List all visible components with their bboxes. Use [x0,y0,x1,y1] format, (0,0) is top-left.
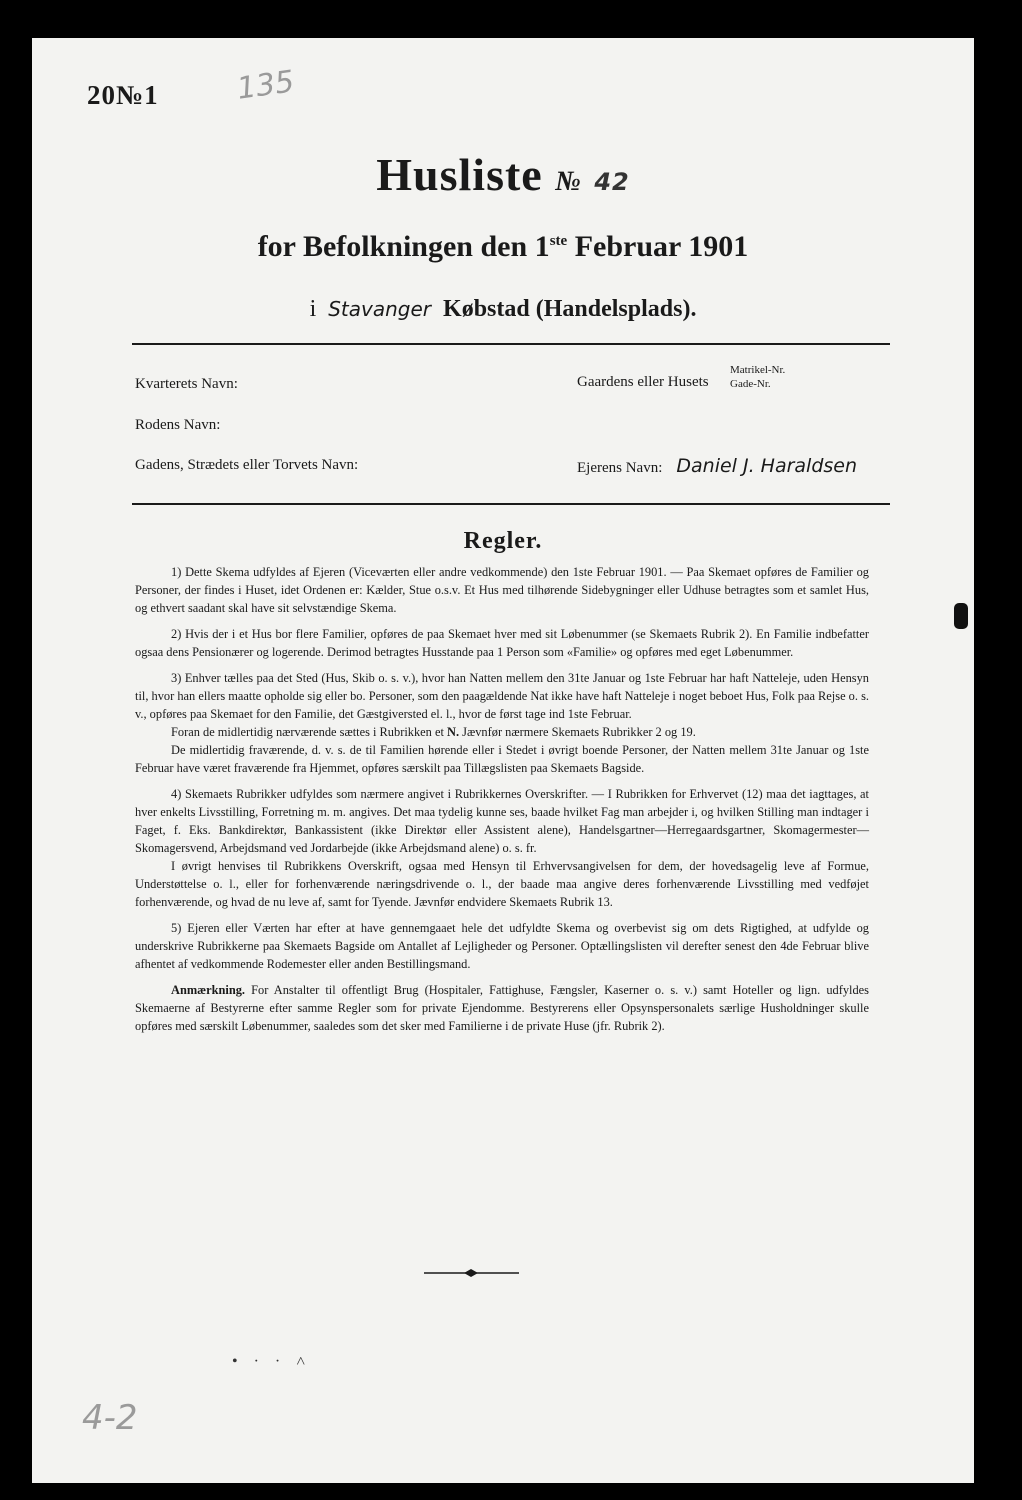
rule-4: 4) Skemaets Rubrikker udfyldes som nærmere angivet i Rubrikkernes Overskrifter. — I Rubrikken for Erhvervet (12) maa det iagttages, at hver enkelts Livsstilling, Forretning m. m. angives. Det maa tydelig kunne ses, baade hvilket Fag man arbejder i, og hvilken Stilling man indtager i Faget, f. Eks. Bankdirektør, Bankassistent (ikke Direktør eller Assistent alene), Handelsgartner—Herregaardsgartner, Skomagermester—Skomagersvend, Arbejdsmand ved Jordarbejde (ikke Arbejdsmand alene) o. s. fr. [135,787,869,855]
rules-body [135,563,869,1043]
gaard-number-brace [730,363,785,391]
roden-label: Rodens Navn: [135,417,221,433]
gaard-label: Gaardens eller Husets [577,374,709,390]
kvarter-label: Kvarterets Navn: [135,376,238,392]
rule-2: 2) Hvis der i et Hus bor flere Familier, opføres de paa Skemaet hver med sit Løbenummer (se Skemaets Rubrik 2). En Familie indbefatter ogsaa dens Pensionærer og logerende. Derimod betragtes Husstande paa 1 Person som «Familie» og opføres med eget Løbenummer. [135,627,869,659]
subtitle-pre: for Befolkningen den 1 [257,230,550,263]
ornament-divider-icon [424,1266,519,1280]
rule-3-marker-post: Jævnfør nærmere Skemaets Rubrikker 2 og 19. [459,725,696,739]
town-line [32,296,974,323]
rule-5: 5) Ejeren eller Værten har efter at have gennemgaaet hele det udfyldte Skema og overbevist sig om dets Rigtighed, at udfylde og underskrive Rubrikkerne paa Skemaets Bagside om Antallet af Lejligheder og Personer. Optællingslisten vil derefter senest den 4de Februar blive afhentet af vedkommende Rodemester eller anden Bestillingsmand. [135,921,869,971]
number-label: № [555,166,582,197]
owner-name: Daniel J. Haraldsen [676,455,858,477]
rule-3: 3) Enhver tælles paa det Sted (Hus, Skib o. s. v.), hvor han Natten mellem den 31te Januar og 1ste Februar har haft Natteleje, uden Hensyn til, hvor han ellers maatte opholde sig eller bo. Personer, som den paagældende Nat ikke have haft Natteleje i noget beboet Hus, Folk paa Rejse o. s. v., opføres paa Skemaet for den Familie, det Gæstgiversted el. l., hvor de først tage ind 1ste Februar. [135,671,869,721]
rule-3-marker-n: N. [447,725,460,739]
rule-4-more: I øvrigt henvises til Rubrikkens Overskrift, ogsaa med Hensyn til Erhvervsangivelsen for dem, der hovedsagelig leve af Formue, Understøttelse o. l., eller for forhenværende næringsdrivende o. l., der baade maa angive deres forhenværende Livsstilling med vedføjet forhenværende, og hvad de nu leve af, samt for Tyende. Jævnfør endvidere Skemaets Rubrik 13. [135,859,869,909]
list-number: 42 [594,168,630,196]
divider-bottom [132,503,890,505]
gaden-label: Gadens, Strædets eller Torvets Navn: [135,457,359,473]
rule-3-marker [135,723,869,741]
pencil-mark-bottom: 4-2 [82,1398,138,1438]
divider-top [132,343,890,345]
rule-1: 1) Dette Skema udfyldes af Ejeren (Viceværten eller andre vedkommende) den 1ste Februar 1901. — Paa Skemaet opføres de Familier og Personer, der findes i Huset, idet Ordenen er: Kælder, Stue o.s.v. Et Hus med tilhørende Sidebygninger eller Udhuse betragtes som et samlet Hus, og ethvert saadant skal have sit selvstændige Skema. [135,565,869,615]
note-text: For Anstalter til offentligt Brug (Hospitaler, Fattighuse, Fængsler, Kaserner o. s. v.) samt Hoteller og lign. udfyldes Skemaerne af Bestyrerne efter samme Regler som for private Ejendomme. Bestyrerens eller Opsynspersonalets særlige Husholdninger skulle opføres med særskilt Løbenummer, saaledes som det sker med Familierne i de private Huse (jfr. Rubrik 2). [135,983,869,1033]
rule-3-absent: De midlertidig fraværende, d. v. s. de til Familien hørende eller i Stedet i øvrigt boende Personer, der Natten mellem 31te Januar og 1ste Februar have været fraværende fra Hjemmet, opføres særskilt paa Tillægslisten paa Skemaets Bagside. [135,743,869,775]
place-suffix: Købstad (Handelsplads). [443,296,697,322]
gade-nr-label: Gade-Nr. [730,378,771,390]
note [135,981,869,1035]
matrikel-label: Matrikel-Nr. [730,364,786,376]
ink-dots: • · · ˄ [232,1353,312,1370]
rule-3-marker-pre: Foran de midlertidig nærværende sættes i Rubrikken et [171,725,447,739]
pencil-mark-top: 135 [234,64,297,107]
census-date-line [32,230,974,264]
form-title [32,148,974,201]
title-text: Husliste [376,149,543,200]
rules-heading: Regler. [463,528,543,554]
subtitle-sup: ste [549,233,568,249]
subtitle-post: Februar 1901 [567,230,749,263]
owner-label: Ejerens Navn: [577,460,663,476]
note-label: Anmærkning. [171,983,246,997]
town-name: Stavanger [328,297,432,321]
ink-blot [954,603,968,629]
archive-code: 20№1 [87,80,159,110]
owner-field [577,455,857,477]
place-prefix: i [309,296,317,322]
document-page [32,38,974,1483]
